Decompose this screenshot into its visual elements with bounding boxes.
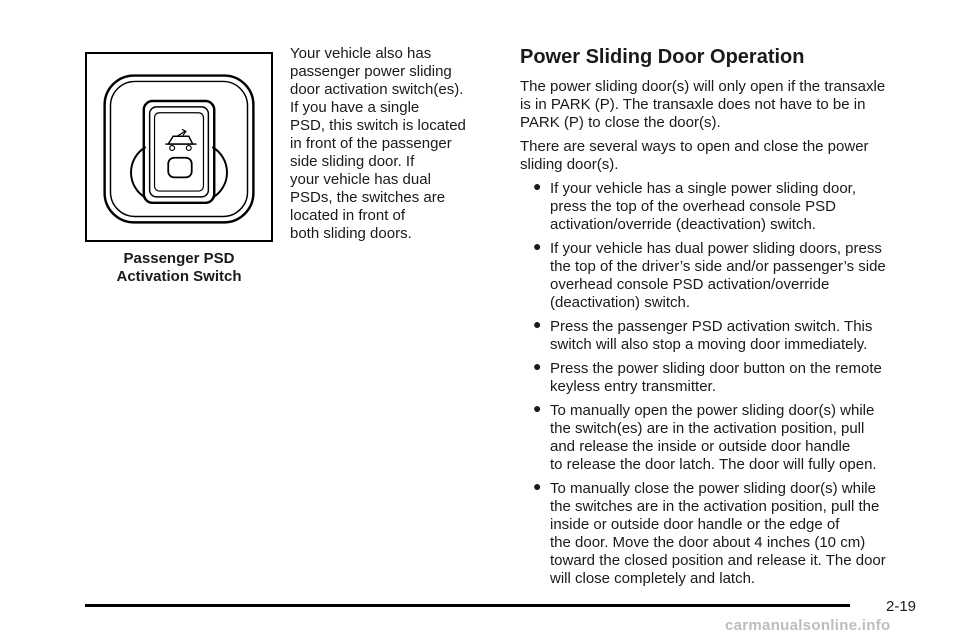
figure-caption: Passenger PSD Activation Switch <box>116 250 242 285</box>
page-number: 2-19 <box>886 598 917 615</box>
bullet-icon: ● <box>533 478 542 494</box>
list-item: ● Press the passenger PSD activation switch. This switch will also stop a moving door immediately. <box>533 316 873 353</box>
paragraph: There are several ways to open and close the power sliding door(s). <box>520 138 869 173</box>
list-item: ● If your vehicle has a single power sliding door, press the top of the overhead console PSD activation/override (deactivation) switch. <box>533 178 857 233</box>
footer-divider <box>85 604 850 607</box>
paragraph: The power sliding door(s) will only open if the transaxle is in PARK (P). The transaxle does not have to be in PARK (P) to close the door(s). <box>520 78 886 131</box>
bullet-icon: ● <box>533 316 542 332</box>
left-column-text: Your vehicle also has passenger power sliding door activation switch(es). If you have a single PSD, this switch is located in front of the passenger side sliding door. If your vehicle has dual PSDs, the switches are located in front of both sliding doors. <box>290 45 466 242</box>
watermark: carmanualsonline.info <box>725 617 891 634</box>
psd-switch-icon <box>87 54 271 240</box>
bullet-icon: ● <box>533 400 542 416</box>
operation-section <box>520 45 940 594</box>
bullet-icon: ● <box>533 358 542 374</box>
section-heading: Power Sliding Door Operation <box>520 46 805 68</box>
bullet-icon: ● <box>533 178 542 194</box>
switch-illustration <box>85 52 273 242</box>
list-item: ● To manually open the power sliding door(s) while the switch(es) are in the activation position, pull and release the inside or outside door handle to release the door latch. The door will fully open. <box>533 400 877 473</box>
list-item: ● Press the power sliding door button on the remote keyless entry transmitter. <box>533 358 882 395</box>
bullet-icon: ● <box>533 238 542 254</box>
instructions-list <box>520 180 940 588</box>
list-item: ● To manually close the power sliding door(s) while the switches are in the activation position, pull the inside or outside door handle or the edge of the door. Move the door about 4 inches (10 cm) toward the closed position and release it. The door will close completely and latch. <box>533 478 886 587</box>
list-item: ● If your vehicle has dual power sliding doors, press the top of the driver’s side and/or passenger’s side overhead console PSD activation/override (deactivation) switch. <box>533 238 886 311</box>
